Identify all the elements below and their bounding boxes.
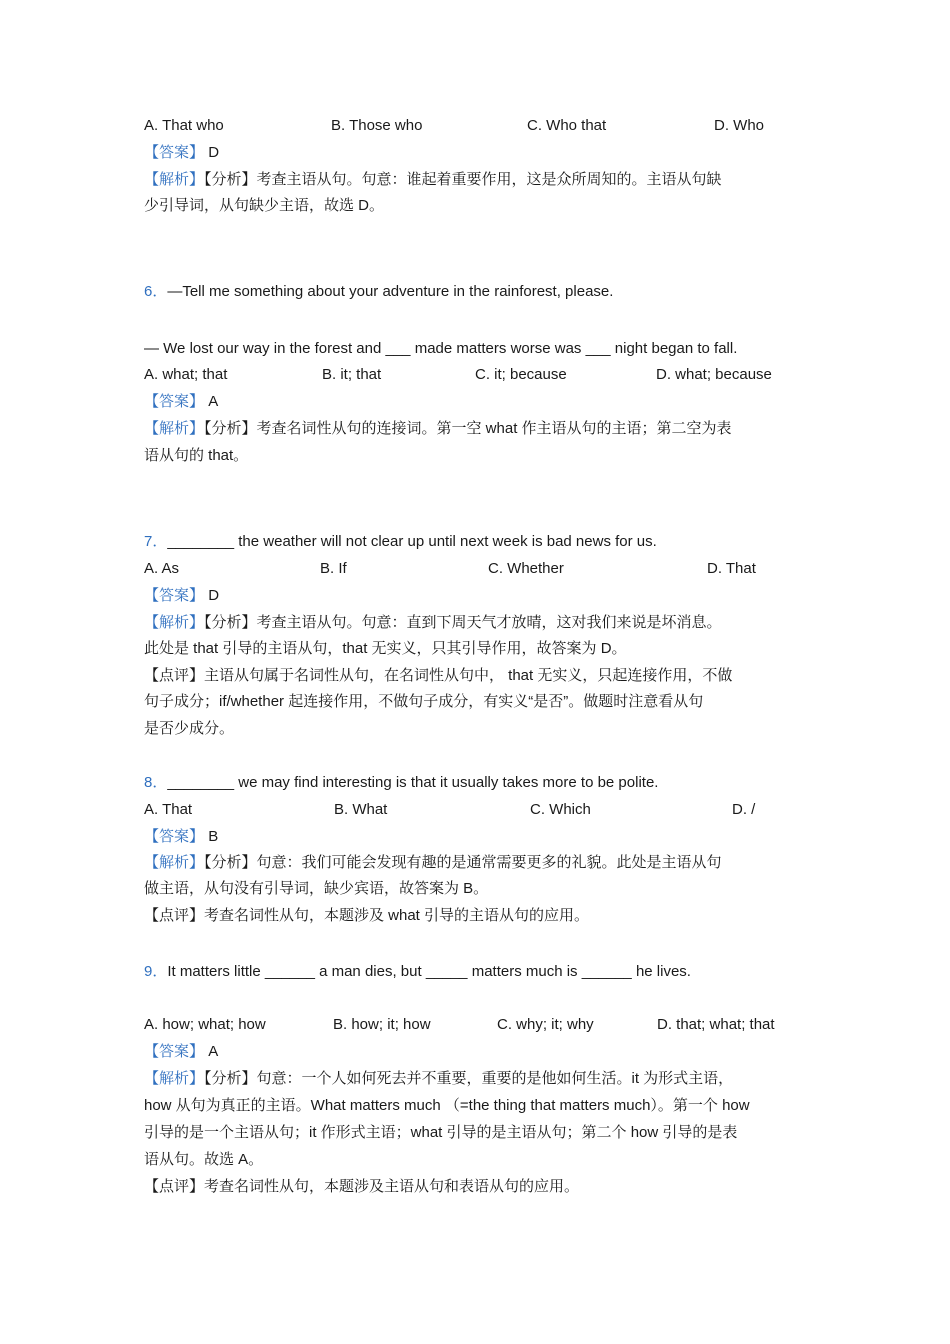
q8-question <box>144 773 658 793</box>
q6-analysis-line1 <box>144 419 732 439</box>
analysis-label: 【解析】 <box>144 614 205 631</box>
answer-value: A <box>208 1043 219 1060</box>
q5-analysis-line2: 少引导词，从句缺少主语，故选 D。 <box>144 197 385 214</box>
answer-label: 【答案】 <box>144 144 205 161</box>
q7-analysis-line2: 此处是 that 引导的主语从句，that 无实义，只其引导作用，故答案为 D。 <box>144 640 627 657</box>
q6-option-a: A. what; that <box>144 366 228 383</box>
q6-option-b: B. it; that <box>322 366 382 383</box>
answer-value: A <box>208 393 219 410</box>
q5-analysis-line1 <box>144 170 722 190</box>
q9-option-c: C. why; it; why <box>497 1016 594 1033</box>
q8-analysis-line2: 做主语，从句没有引导词，缺少宾语，故答案为 B。 <box>144 880 489 897</box>
q5-option-a: A. That who <box>144 117 224 134</box>
q7-option-a: A. As <box>144 560 180 577</box>
q8-option-d: D. / <box>732 801 756 818</box>
q8-answer-line <box>144 827 218 847</box>
analysis-text: 【分析】考查名词性从句的连接词。第一空 what 作主语从句的主语；第二空为表 <box>204 420 732 437</box>
q7-option-d: D. That <box>707 560 756 577</box>
q7-comment-line1: 【点评】主语从句属于名词性从句，在名词性从句中， that 无实义，只起连接作用，不做 <box>144 667 733 684</box>
q9-question <box>144 962 691 982</box>
q5-option-d: D. Who <box>714 117 765 134</box>
q7-answer-line <box>144 586 219 606</box>
q9-analysis-line1 <box>144 1069 733 1089</box>
q7-comment-line2: 句子成分；if/whether 起连接作用，不做句子成分，有实义“是否”。做题时注意看从句 <box>144 693 704 710</box>
q6-question <box>144 282 613 302</box>
q5-option-c: C. Who that <box>527 117 607 134</box>
answer-label: 【答案】 <box>144 393 205 410</box>
q6-question-line2: — We lost our way in the forest and ___ made matters worse was ___ night began to fall. <box>144 340 738 357</box>
q8-comment-line1: 【点评】考查名词性从句，本题涉及 what 引导的主语从句的应用。 <box>144 907 590 924</box>
q6-option-c: C. it; because <box>475 366 567 383</box>
q6-option-d: D. what; because <box>656 366 772 383</box>
q8-option-c: C. Which <box>530 801 591 818</box>
q5-answer-line <box>144 143 219 163</box>
q6-answer-line <box>144 392 218 412</box>
question-text: It matters little ______ a man dies, but _____ matters much is ______ he lives. <box>167 963 691 980</box>
q7-option-b: B. If <box>320 560 347 577</box>
q7-comment-line3: 是否少成分。 <box>144 720 235 737</box>
analysis-text: 【分析】句意：我们可能会发现有趣的是通常需要更多的礼貌。此处是主语从句 <box>204 854 722 871</box>
q8-analysis-line1 <box>144 853 722 873</box>
question-number: 9． <box>144 963 168 980</box>
question-number: 8． <box>144 774 168 791</box>
answer-label: 【答案】 <box>144 828 205 845</box>
question-text: —Tell me something about your adventure in the rainforest, please. <box>167 283 614 300</box>
analysis-text: 【分析】考查主语从句。句意：谁起着重要作用，这是众所周知的。主语从句缺 <box>204 171 722 188</box>
analysis-label: 【解析】 <box>144 420 205 437</box>
q7-analysis-line1 <box>144 613 722 633</box>
answer-value: D <box>208 587 220 604</box>
answer-value: B <box>208 828 219 845</box>
question-text: ________ the weather will not clear up until next week is bad news for us. <box>167 533 657 550</box>
q9-analysis-line4: 语从句。故选 A。 <box>144 1151 264 1168</box>
q9-option-d: D. that; what; that <box>657 1016 775 1033</box>
q9-analysis-line3: 引导的是一个主语从句；it 作形式主语；what 引导的是主语从句；第二个 how 引导的是表 <box>144 1124 738 1141</box>
analysis-text: 【分析】考查主语从句。句意：直到下周天气才放晴，这对我们来说是坏消息。 <box>204 614 722 631</box>
q9-option-b: B. how; it; how <box>333 1016 431 1033</box>
analysis-label: 【解析】 <box>144 1070 205 1087</box>
q9-comment-line1: 【点评】考查名词性从句，本题涉及主语从句和表语从句的应用。 <box>144 1178 580 1195</box>
q7-question <box>144 532 657 552</box>
answer-label: 【答案】 <box>144 1043 205 1060</box>
question-number: 6． <box>144 283 168 300</box>
q7-option-c: C. Whether <box>488 560 564 577</box>
q9-answer-line <box>144 1042 218 1062</box>
q5-option-b: B. Those who <box>331 117 423 134</box>
question-text: ________ we may find interesting is that it usually takes more to be polite. <box>167 774 659 791</box>
analysis-label: 【解析】 <box>144 854 205 871</box>
q8-option-b: B. What <box>334 801 388 818</box>
answer-value: D <box>208 144 220 161</box>
analysis-label: 【解析】 <box>144 171 205 188</box>
q9-option-a: A. how; what; how <box>144 1016 266 1033</box>
answer-label: 【答案】 <box>144 587 205 604</box>
q9-analysis-line2: how 从句为真正的主语。What matters much （=the thing that matters much）。第一个 how <box>144 1097 750 1114</box>
q6-analysis-line2: 语从句的 that。 <box>144 447 249 464</box>
question-number: 7． <box>144 533 168 550</box>
q8-option-a: A. That <box>144 801 193 818</box>
analysis-text: 【分析】句意：一个人如何死去并不重要，重要的是他如何生活。it 为形式主语， <box>204 1070 734 1087</box>
